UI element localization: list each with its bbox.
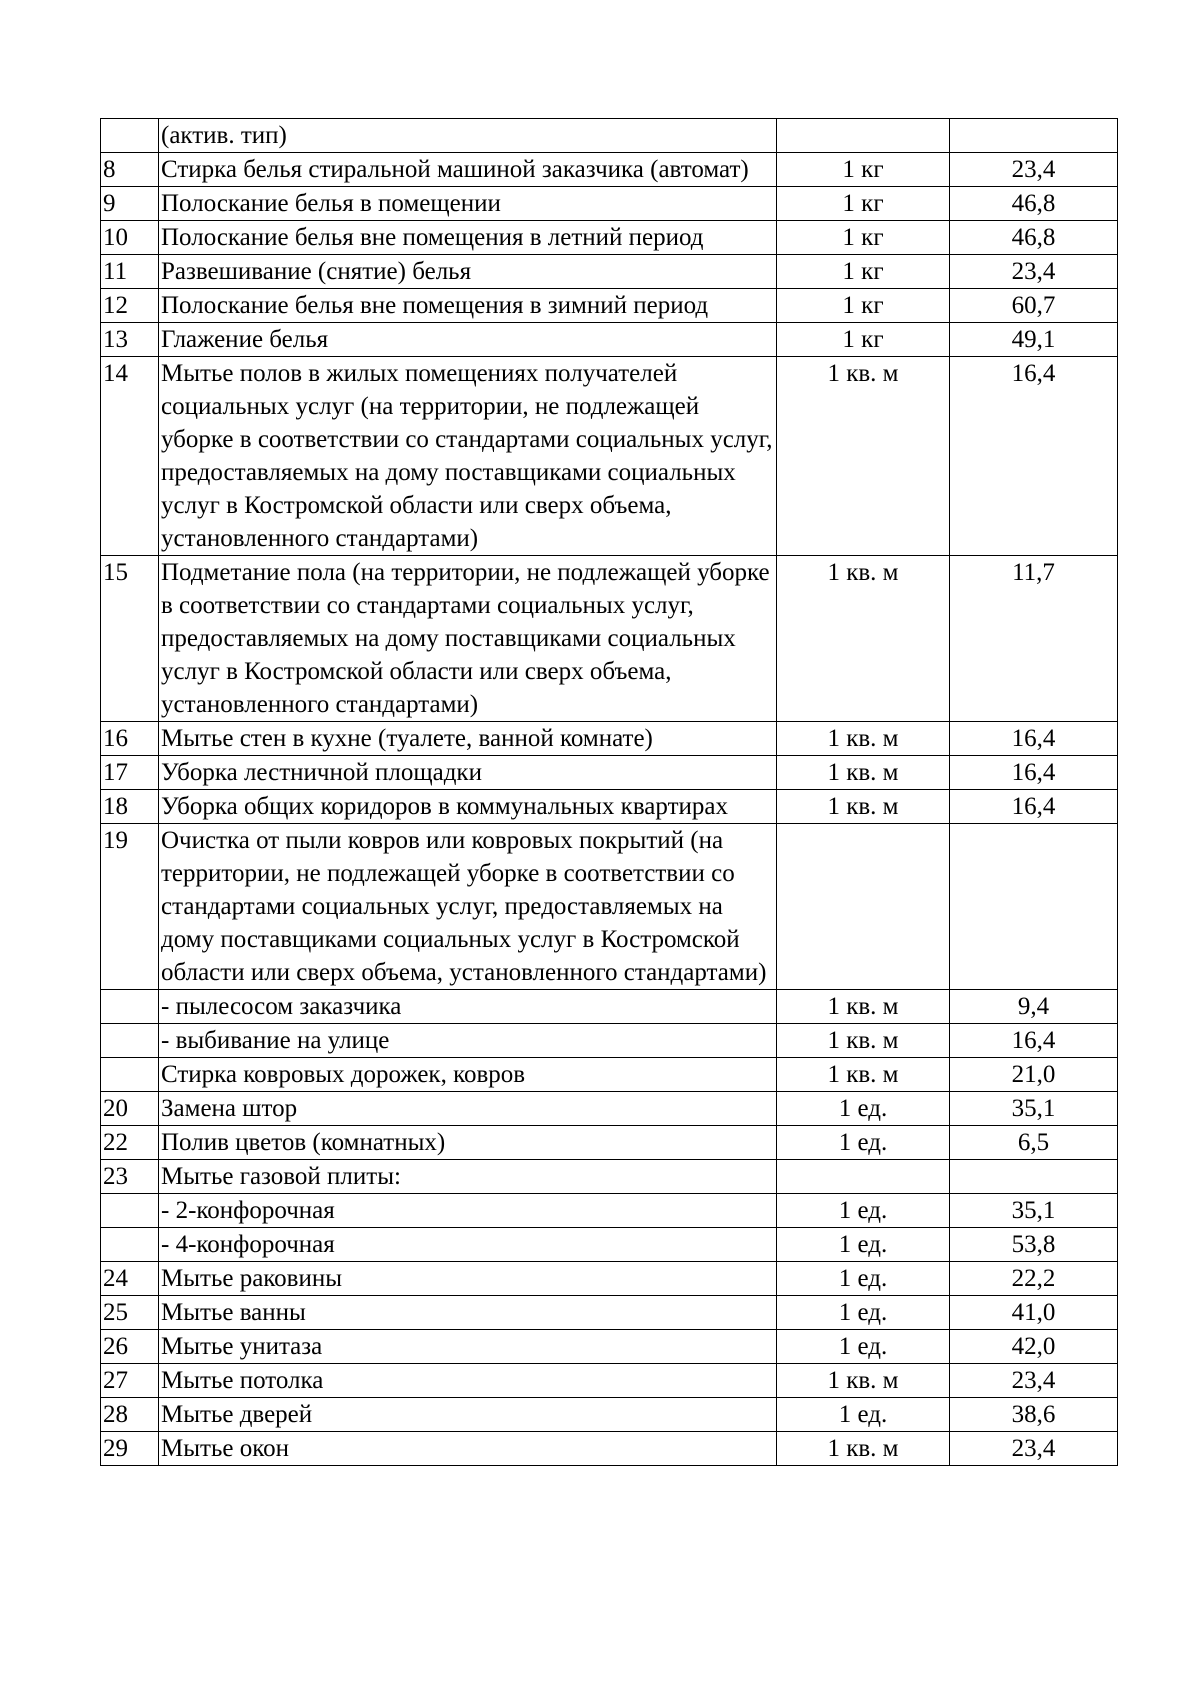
table-row xyxy=(101,289,1118,323)
row-number-cell: 16 xyxy=(101,722,159,756)
unit-cell: 1 кг xyxy=(777,255,950,289)
row-number-cell: 17 xyxy=(101,756,159,790)
service-name-cell: Развешивание (снятие) белья xyxy=(159,255,777,289)
price-cell xyxy=(950,1160,1118,1194)
table-row xyxy=(101,1024,1118,1058)
unit-cell: 1 ед. xyxy=(777,1296,950,1330)
service-name-cell: Замена штор xyxy=(159,1092,777,1126)
table-row xyxy=(101,1160,1118,1194)
service-name-cell: - 4-конфорочная xyxy=(159,1228,777,1262)
service-name-cell: Мытье ванны xyxy=(159,1296,777,1330)
unit-cell: 1 кв. м xyxy=(777,1058,950,1092)
unit-cell: 1 кв. м xyxy=(777,722,950,756)
unit-cell: 1 кв. м xyxy=(777,357,950,556)
row-number-cell xyxy=(101,990,159,1024)
service-name-cell: Подметание пола (на территории, не подлежащей уборке в соответствии со стандартами социальных услуг, предоставляемых на дому поставщиками социальных услуг в Костромской области или сверх объема, установленного стандартами) xyxy=(159,556,777,722)
price-cell: 9,4 xyxy=(950,990,1118,1024)
price-cell: 23,4 xyxy=(950,1364,1118,1398)
row-number-cell: 20 xyxy=(101,1092,159,1126)
price-cell: 23,4 xyxy=(950,153,1118,187)
price-cell: 46,8 xyxy=(950,221,1118,255)
service-name-cell: - 2-конфорочная xyxy=(159,1194,777,1228)
row-number-cell: 8 xyxy=(101,153,159,187)
unit-cell: 1 кг xyxy=(777,323,950,357)
services-price-table xyxy=(100,118,1118,1466)
unit-cell xyxy=(777,119,950,153)
unit-cell: 1 ед. xyxy=(777,1398,950,1432)
row-number-cell: 18 xyxy=(101,790,159,824)
unit-cell: 1 кг xyxy=(777,221,950,255)
table-row xyxy=(101,1296,1118,1330)
service-name-cell: Уборка лестничной площадки xyxy=(159,756,777,790)
service-name-cell: Очистка от пыли ковров или ковровых покрытий (на территории, не подлежащей уборке в соответствии со стандартами социальных услуг, предоставляемых на дому поставщиками социальных услуг в Костромской области или сверх объема, установленного стандартами) xyxy=(159,824,777,990)
price-cell: 23,4 xyxy=(950,1432,1118,1466)
row-number-cell xyxy=(101,1228,159,1262)
unit-cell: 1 кв. м xyxy=(777,1364,950,1398)
unit-cell: 1 ед. xyxy=(777,1092,950,1126)
price-cell: 35,1 xyxy=(950,1194,1118,1228)
table-row xyxy=(101,756,1118,790)
table-body xyxy=(101,119,1118,1466)
price-cell: 38,6 xyxy=(950,1398,1118,1432)
service-name-cell: Мытье унитаза xyxy=(159,1330,777,1364)
table-row xyxy=(101,722,1118,756)
unit-cell xyxy=(777,1160,950,1194)
service-name-cell: Полоскание белья в помещении xyxy=(159,187,777,221)
row-number-cell xyxy=(101,1058,159,1092)
unit-cell: 1 ед. xyxy=(777,1194,950,1228)
table-row xyxy=(101,1126,1118,1160)
price-cell: 49,1 xyxy=(950,323,1118,357)
unit-cell: 1 ед. xyxy=(777,1262,950,1296)
table-row xyxy=(101,119,1118,153)
row-number-cell xyxy=(101,1194,159,1228)
price-cell: 6,5 xyxy=(950,1126,1118,1160)
service-name-cell: Полив цветов (комнатных) xyxy=(159,1126,777,1160)
unit-cell: 1 ед. xyxy=(777,1126,950,1160)
unit-cell: 1 кв. м xyxy=(777,556,950,722)
price-cell: 11,7 xyxy=(950,556,1118,722)
service-name-cell: (актив. тип) xyxy=(159,119,777,153)
row-number-cell: 23 xyxy=(101,1160,159,1194)
service-name-cell: Глажение белья xyxy=(159,323,777,357)
price-cell: 16,4 xyxy=(950,357,1118,556)
price-cell: 53,8 xyxy=(950,1228,1118,1262)
table-row xyxy=(101,187,1118,221)
row-number-cell: 28 xyxy=(101,1398,159,1432)
unit-cell xyxy=(777,824,950,990)
table-row xyxy=(101,323,1118,357)
table-row xyxy=(101,556,1118,722)
price-cell: 21,0 xyxy=(950,1058,1118,1092)
service-name-cell: Полоскание белья вне помещения в летний период xyxy=(159,221,777,255)
row-number-cell: 25 xyxy=(101,1296,159,1330)
unit-cell: 1 ед. xyxy=(777,1228,950,1262)
table-row xyxy=(101,1364,1118,1398)
service-name-cell: - пылесосом заказчика xyxy=(159,990,777,1024)
row-number-cell: 12 xyxy=(101,289,159,323)
service-name-cell: Уборка общих коридоров в коммунальных квартирах xyxy=(159,790,777,824)
service-name-cell: Мытье потолка xyxy=(159,1364,777,1398)
row-number-cell: 9 xyxy=(101,187,159,221)
unit-cell: 1 кв. м xyxy=(777,790,950,824)
price-cell: 42,0 xyxy=(950,1330,1118,1364)
unit-cell: 1 кв. м xyxy=(777,1024,950,1058)
row-number-cell: 13 xyxy=(101,323,159,357)
service-name-cell: Мытье раковины xyxy=(159,1262,777,1296)
price-cell xyxy=(950,824,1118,990)
table-row xyxy=(101,824,1118,990)
table-row xyxy=(101,1228,1118,1262)
price-cell: 23,4 xyxy=(950,255,1118,289)
table-row xyxy=(101,1092,1118,1126)
table-row xyxy=(101,357,1118,556)
unit-cell: 1 кв. м xyxy=(777,756,950,790)
row-number-cell: 27 xyxy=(101,1364,159,1398)
row-number-cell: 15 xyxy=(101,556,159,722)
table-row xyxy=(101,1194,1118,1228)
price-cell: 46,8 xyxy=(950,187,1118,221)
price-cell: 16,4 xyxy=(950,790,1118,824)
service-name-cell: Мытье полов в жилых помещениях получателей социальных услуг (на территории, не подлежащей уборке в соответствии со стандартами социальных услуг, предоставляемых на дому поставщиками социальных услуг в Костромской области или сверх объема, установленного стандартами) xyxy=(159,357,777,556)
row-number-cell: 14 xyxy=(101,357,159,556)
unit-cell: 1 кв. м xyxy=(777,990,950,1024)
price-cell: 22,2 xyxy=(950,1262,1118,1296)
table-row xyxy=(101,990,1118,1024)
table-row xyxy=(101,1398,1118,1432)
service-name-cell: Мытье стен в кухне (туалете, ванной комнате) xyxy=(159,722,777,756)
row-number-cell xyxy=(101,1024,159,1058)
unit-cell: 1 ед. xyxy=(777,1330,950,1364)
row-number-cell: 29 xyxy=(101,1432,159,1466)
unit-cell: 1 кг xyxy=(777,187,950,221)
table-row xyxy=(101,1330,1118,1364)
price-cell: 16,4 xyxy=(950,722,1118,756)
service-name-cell: Мытье дверей xyxy=(159,1398,777,1432)
service-name-cell: Стирка белья стиральной машиной заказчика (автомат) xyxy=(159,153,777,187)
table-row xyxy=(101,153,1118,187)
row-number-cell: 26 xyxy=(101,1330,159,1364)
unit-cell: 1 кг xyxy=(777,289,950,323)
table-row xyxy=(101,1262,1118,1296)
unit-cell: 1 кв. м xyxy=(777,1432,950,1466)
price-cell: 60,7 xyxy=(950,289,1118,323)
service-name-cell: Стирка ковровых дорожек, ковров xyxy=(159,1058,777,1092)
table-row xyxy=(101,790,1118,824)
unit-cell: 1 кг xyxy=(777,153,950,187)
price-cell xyxy=(950,119,1118,153)
row-number-cell: 10 xyxy=(101,221,159,255)
row-number-cell: 24 xyxy=(101,1262,159,1296)
row-number-cell: 22 xyxy=(101,1126,159,1160)
row-number-cell: 11 xyxy=(101,255,159,289)
row-number-cell: 19 xyxy=(101,824,159,990)
table-row xyxy=(101,221,1118,255)
service-name-cell: Мытье газовой плиты: xyxy=(159,1160,777,1194)
service-name-cell: Полоскание белья вне помещения в зимний период xyxy=(159,289,777,323)
price-cell: 35,1 xyxy=(950,1092,1118,1126)
price-cell: 16,4 xyxy=(950,756,1118,790)
table-row xyxy=(101,255,1118,289)
table-row xyxy=(101,1058,1118,1092)
service-name-cell: Мытье окон xyxy=(159,1432,777,1466)
table-row xyxy=(101,1432,1118,1466)
row-number-cell xyxy=(101,119,159,153)
price-cell: 41,0 xyxy=(950,1296,1118,1330)
service-name-cell: - выбивание на улице xyxy=(159,1024,777,1058)
price-cell: 16,4 xyxy=(950,1024,1118,1058)
